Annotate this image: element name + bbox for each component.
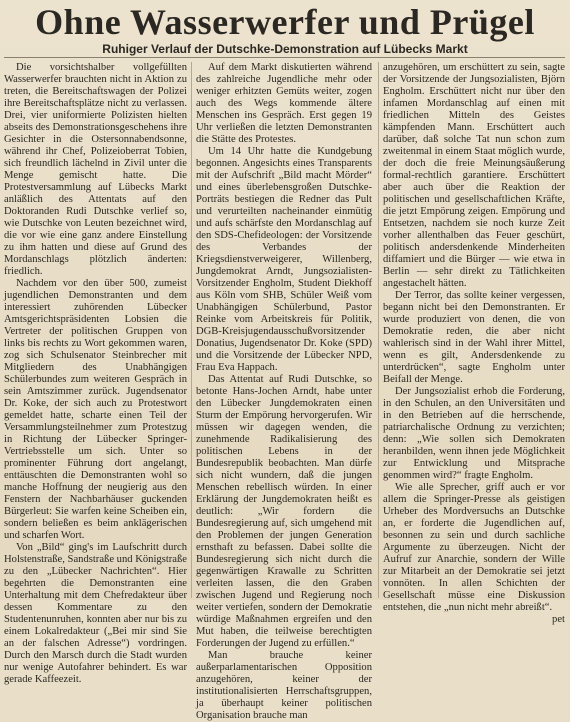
- article-column-2: [196, 62, 372, 721]
- paragraph: Das Attentat auf Rudi Dutschke, so betonte Hans-Jochen Arndt, habe unter den Lübecker Jungdemokraten einen Sturm der Empörung hervorgerufen. Wir müssen wir dagegen wenden, die zunehmende Radikalisierung des politischen Lebens in der Bundesrepublik beobachten. Man dürfe sich nicht wundern, daß die jungen Menschen rebellisch würden. In einer Erklärung der Jungdemokraten heißt es deutlich: „Wir fordern die Bundesregierung auf, sich umgehend mit den Problemen der jungen Generation ernsthaft zu befassen. Dabei sollte die Bundesregierung sich nicht durch die gegenwärtigen Krawalle zu Schritten verleiten lassen, die den Graben zwischen Jugend und Regierung noch weiter vertiefen, sondern der Demokratie würdige Maßnahmen ergreifen und den Mut haben, die teilweise berechtigten Forderungen der Jugend zu erfüllen.“: [196, 374, 372, 649]
- headline-rule: [4, 57, 565, 58]
- paragraph: Wie alle Sprecher, griff auch er vor allem die Springer-Presse als geistigen Urheber des Mordversuchs an Dutschke an, er forderte die Jugendlichen auf, besonnen zu sein und durch sachliche Argumente zu überzeugen. Nicht der Aufruf zur Anarchie, sondern der Wille zur Mitarbeit an der Demokratie sei jetzt vonnöten. In allen Schichten der Gesellschaft müsse eine Diskussion entstehen, die „nun nicht mehr abreißt“.: [383, 482, 565, 613]
- paragraph: Auf dem Markt diskutierten während des zahlreiche Jugendliche mehr oder weniger erhitzten Gemüts weiter, zogen auch des Wegs kommende ältere Menschen ins Gespräch. Erst gegen 19 Uhr verließen die letzten Demonstranten die Stätte des Protestes.: [196, 62, 372, 145]
- column-divider: [191, 62, 192, 598]
- subheadline: Ruhiger Verlauf der Dutschke-Demonstration auf Lübecks Markt: [102, 42, 468, 56]
- author-signature: pet: [552, 614, 565, 625]
- article-column-3: [383, 62, 565, 625]
- article-column-1: [4, 62, 187, 685]
- paragraph: anzugehören, um erschüttert zu sein, sagte der Vorsitzende der Jungsozialisten, Björn Engholm. Erschüttert nicht nur über den infamen Mordanschlag auf einen mit friedlichen Mitteln des Geistes kämpfenden Mann. Erschüttert auch darüber, daß solche Tat nun schon zum zweitenmal in einem Staat möglich wurde, der doch die freie Meinungsäußerung formal-rechtlich garantiere. Erschüttert aber auch über die Reaktion der politischen und gesellschaftlichen Kräfte, die jetzt Empörung zeigen. Empörung und Entsetzen, nachdem sie noch kurze Zeit vorher allenthalben das Feuer geschürt, politisch andersdenkende Minderheiten diffamiert und die Bürger — wie etwa in Berlin — sehr direkt zu Tätlichkeiten angestachelt hätten.: [383, 62, 565, 289]
- paragraph: Der Jungsozialist erhob die Forderung, in den Schulen, an den Universitäten und in den Betrieben auf die herrschende, patriarchalische Ordnung zu verzichten; denn: „Wie sollen sich Demokraten heranbilden, wenn ihnen jede Möglichkeit zur Entwicklung und Mitsprache genommen wird?“ fragte Engholm.: [383, 386, 565, 481]
- paragraph: Der Terror, das sollte keiner vergessen, begann nicht bei den Demonstranten. Er wurde produziert von denen, die von Demokratie reden, die aber nicht wahlerisch sind in der Wahl ihrer Mittel, wenn es gilt, Andersdenkende zu unterdrücken“, sagte Engholm unter Beifall der Menge.: [383, 290, 565, 385]
- column-divider: [378, 62, 379, 598]
- paragraph: Um 14 Uhr hatte die Kundgebung begonnen. Angesichts eines Transparents mit der Aufschrift „Bild macht Mörder“ und eines überlebensgroßen Dutschke-Porträts bestiegen die Redner das Pult und verurteilten nacheinander einmütig und aufs schärfste den Mordanschlag auf den SDS-Chefideologen: der Vorsitzende des Verbandes der Kriegsdienstverweigerer, Willenberg, Jungdemokrat Arndt, Jungsozialisten-Vorsitzender Engholm, Student Diekhoff aus Köln vom SHB, Schüler Weiß vom Unabhängigen Schülerbund, Pastor Reinke vom Arbeitskreis für Politik, DGB-Kreisjugendausschußvorsitzender Donatius, Jugendsenator Dr. Koke (SPD) und die Vorsitzende der Lübecker NPD, Frau Eva Happach.: [196, 146, 372, 373]
- paragraph: Man brauche keiner außerparlamentarischen Opposition anzugehören, keiner der institutionalisierten Herrschaftsgruppen, ja überhaupt keiner politischen Organisation brauche man: [196, 650, 372, 721]
- paragraph: Nachdem vor den über 500, zumeist jugendlichen Demonstranten und dem interessiert zuhörenden Lübecker Amtsgerichtspräsidenten Lobsien die Vertreter der politischen Gruppen von links bis rechts zu Wort gekommen waren, zog sich Schulsenator Steinbrecher mit Mitgliedern des Unabhängigen Schülerbundes zum weiteren Gespräch in sein Amtszimmer zurück. Jugendsenator Dr. Koke, der sich auch zu Protestwort gemeldet hatte, scharte einen Teil der Versammlungsteilnehmer zum Protestzug in Richtung der Lübecker Springer-Vertriebsstelle um sich. Unter so prominenter Führung dort angelangt, enttäuschten die Demonstranten wohl so manche Hoffnung der neugierig aus den Fenstern der Nachbarhäuser guckenden Bürgerleut: Sie warfen keine Scheiben ein, sondern beließen es beim anklägerischen und scharfen Wort.: [4, 278, 187, 541]
- headline: Ohne Wasserwerfer und Prügel: [35, 2, 535, 42]
- paragraph: Die vorsichtshalber vollgefüllten Wasserwerfer brauchten nicht in Aktion zu treten, die Bereitschaftswagen der Polizei ihre Bereitschaftsplätze nicht zu verlassen. Drei, vier uniformierte Polizisten hielten abseits des Demonstrationsgeschehens ihre Gesichter in die Ostersonnabendsonne, während ihr Chef, Polizeioberrat Tobien, sich freundlich lächelnd in Zivil unter die Menge gemischt hatte. Die Protestversammlung auf Lübecks Markt anläßlich des Attentats auf den Doktoranden Rudi Dutschke verlief so, wie Dutschke von Leuten bezeichnet wird, die vor wie eine ganz andere Einstellung zu ihm hatten und diese auf Grund des Mordanschlags plötzlich änderten: friedlich.: [4, 62, 187, 277]
- paragraph: Von „Bild“ ging's im Laufschritt durch Holstenstraße, Sandstraße und Königstraße zu den „Lübecker Nachrichten“. Hier begehrten die Demonstranten eine Unterhaltung mit dem Chefredakteur über dessen Kommentare zu den Studentenunruhen, konnten aber nur bis zu einem Lokalredakteur („Bei mir sind Sie an der falschen Adresse“) vordringen. Durch den Marsch durch die Stadt wurden nur wenige Autofahrer behindert. Es war gerade Kaffeezeit.: [4, 542, 187, 685]
